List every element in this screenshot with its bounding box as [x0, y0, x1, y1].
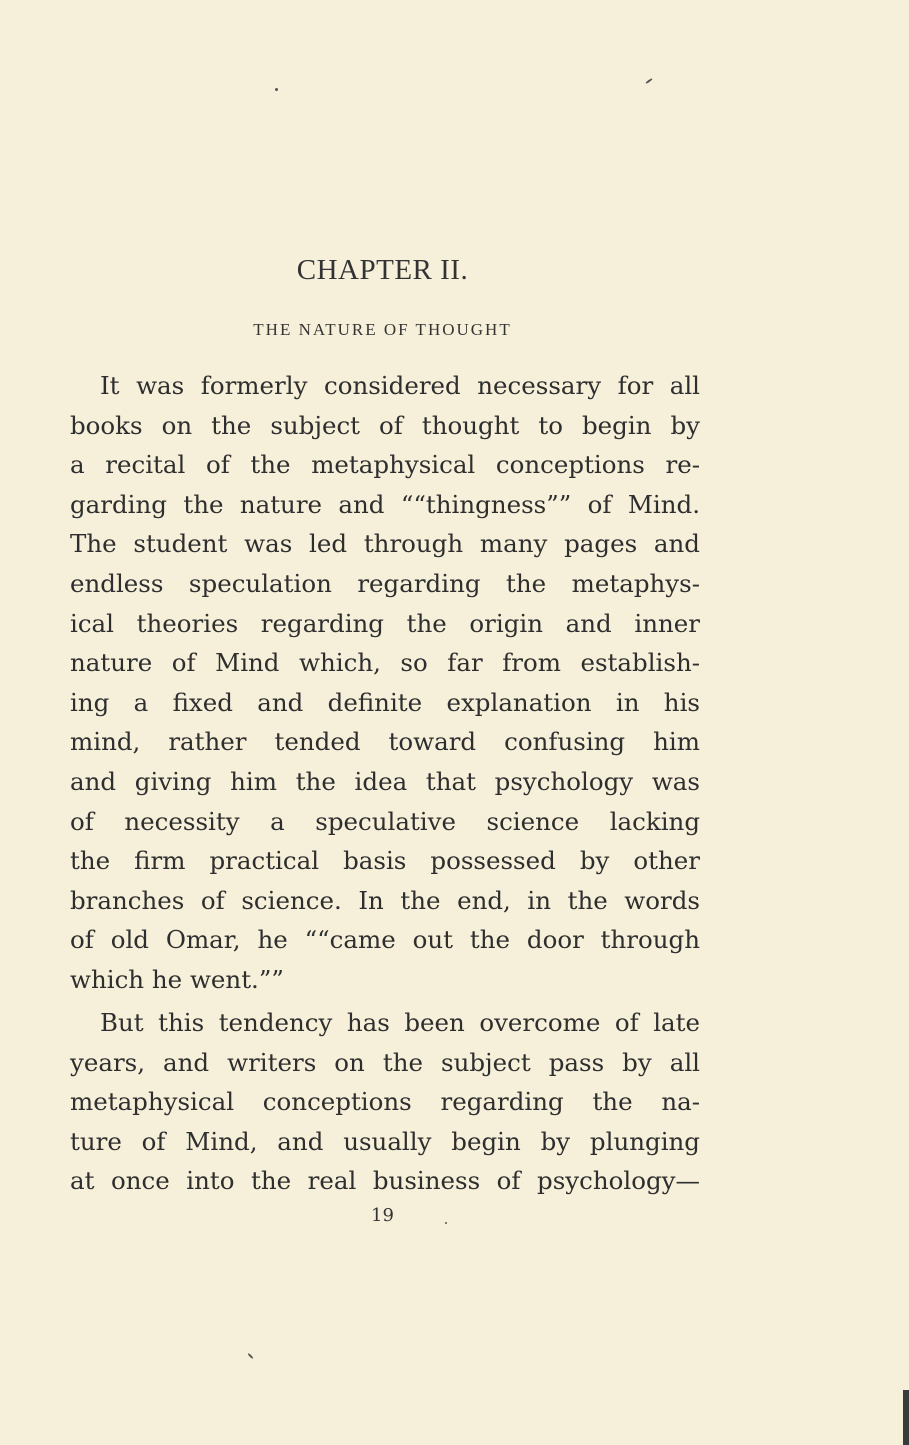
text-line: and giving him the idea that psychology was	[70, 766, 700, 796]
text-line: But this tendency has been overcome of late	[100, 1008, 700, 1037]
text-line: metaphysical conceptions regarding the na-	[70, 1087, 700, 1117]
text-line: a recital of the metaphysical conceptions re-	[70, 450, 700, 480]
print-speck	[247, 1353, 253, 1359]
print-speck	[275, 88, 278, 91]
text-line: books on the subject of thought to begin by	[70, 410, 700, 440]
page-edge-shadow	[903, 1390, 909, 1445]
text-line: It was formerly considered necessary for all	[100, 371, 700, 400]
print-speck	[645, 78, 653, 84]
text-line: garding the nature and ““thingness”” of Mind.	[70, 489, 700, 519]
chapter-title: CHAPTER II.	[296, 254, 469, 286]
text-line: at once into the real business of psychology—	[70, 1166, 700, 1196]
paragraph-2	[70, 1003, 700, 1201]
page-number: 19	[371, 1205, 394, 1226]
text-line: ical theories regarding the origin and inner	[70, 608, 700, 638]
chapter-subtitle: THE NATURE OF THOUGHT	[253, 320, 512, 339]
text-line: which he went.””	[70, 964, 284, 994]
text-line: ing a fixed and definite explanation in his	[70, 687, 700, 717]
text-line: years, and writers on the subject pass by all	[70, 1047, 700, 1077]
text-line: of old Omar, he ““came out the door through	[70, 925, 700, 955]
text-line: the firm practical basis possessed by other	[70, 846, 700, 876]
text-line: branches of science. In the end, in the words	[70, 885, 700, 915]
text-line: nature of Mind which, so far from establish-	[70, 648, 700, 678]
text-line: ture of Mind, and usually begin by plunging	[70, 1126, 700, 1156]
text-line: The student was led through many pages and	[70, 529, 700, 559]
text-line: of necessity a speculative science lacking	[70, 806, 700, 836]
text-line: endless speculation regarding the metaphys-	[70, 568, 700, 598]
text-line: mind, rather tended toward confusing him	[70, 727, 700, 757]
paragraph-1	[70, 366, 700, 1000]
